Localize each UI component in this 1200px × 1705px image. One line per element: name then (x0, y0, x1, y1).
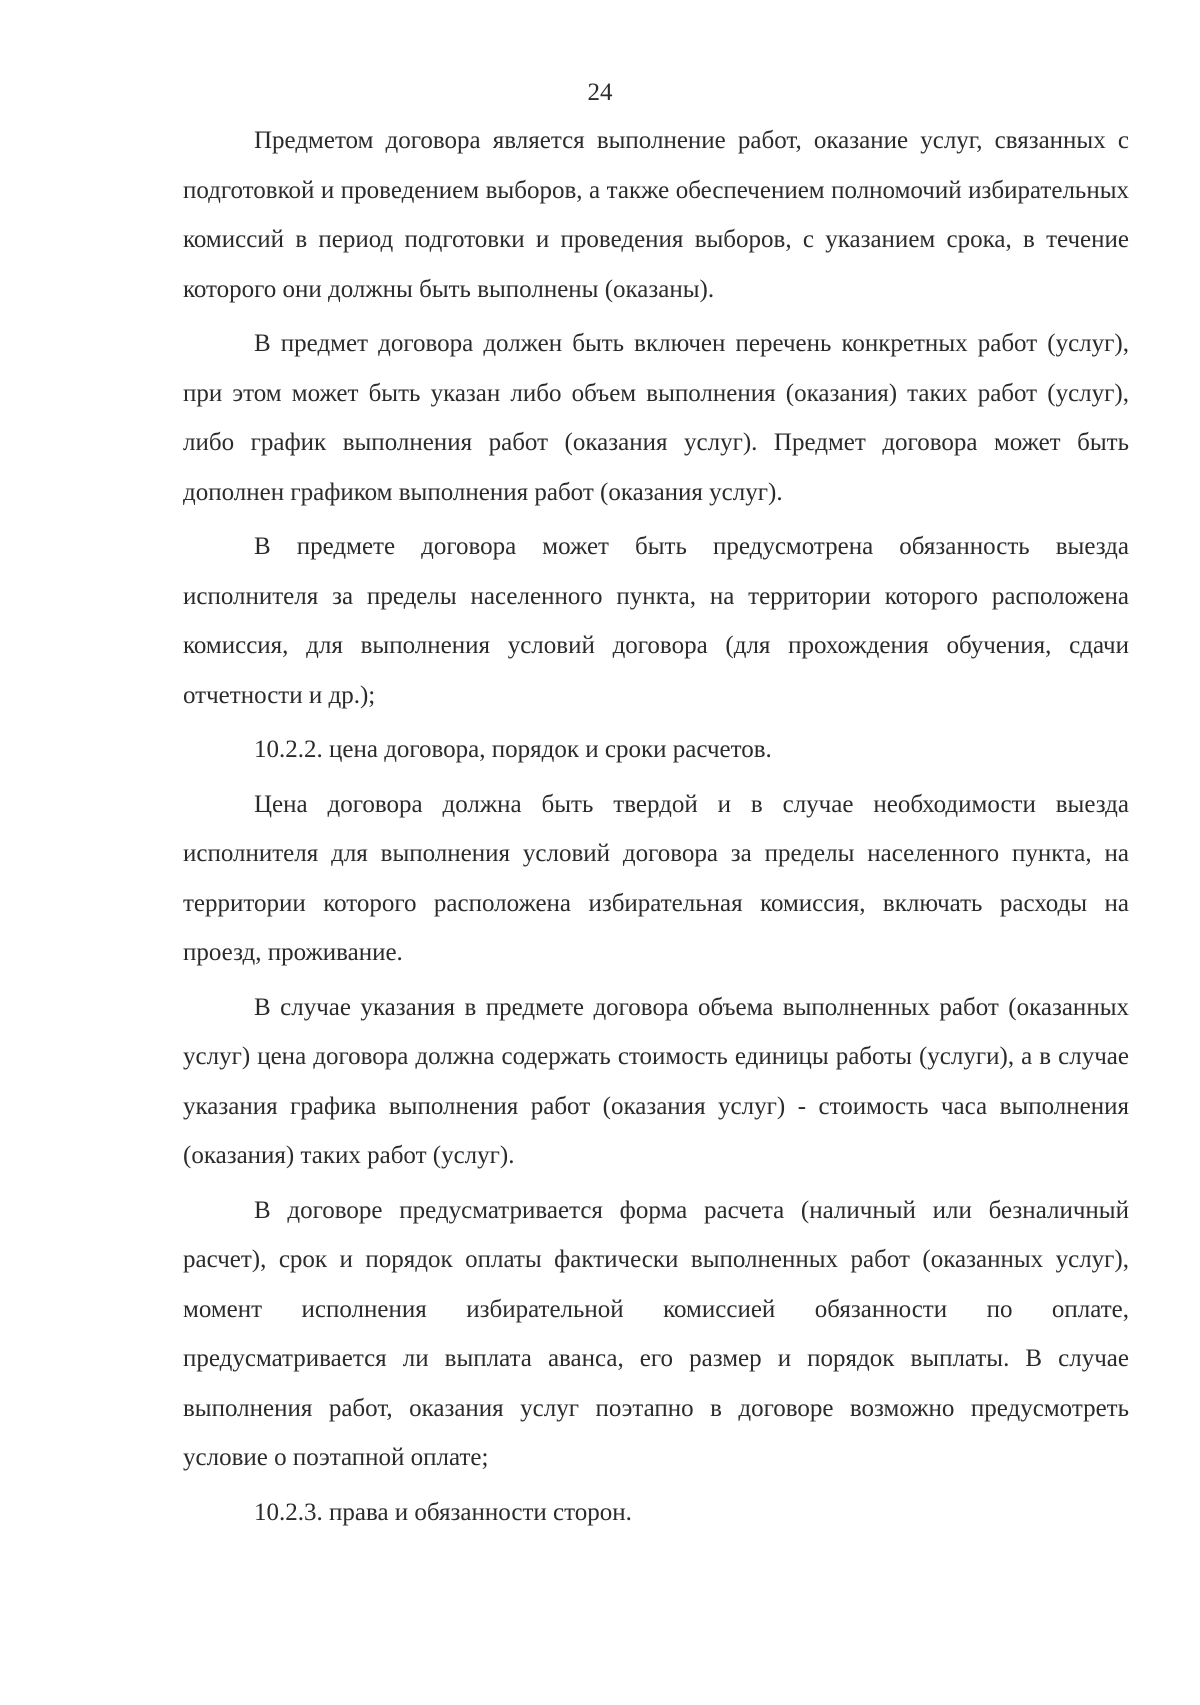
paragraph-list-of-works: В предмет договора должен быть включен перечень конкретных работ (услуг), при этом может быть указан либо объем выполнения (оказания) таких работ (услуг), либо график выполнения работ (оказания услуг). Предмет договора может быть дополнен графиком выполнения работ (оказания услуг). (183, 330, 1129, 506)
paragraph-subject-of-contract: Предметом договора является выполнение работ, оказание услуг, связанных с подготовкой и проведением выборов, а также обеспечением полномочий избирательных комиссий в период подготовки и проведения выборов, с указанием срока, в течение которого они должны быть выполнены (оказаны). (183, 127, 1129, 303)
paragraph-contract-price: Цена договора должна быть твердой и в случае необходимости выезда исполнителя для выполнения условий договора за пределы населенного пункта, на территории которого расположена избирательная комиссия, включать расходы на проезд, проживание. (183, 790, 1129, 966)
clause-10-2-2-heading: 10.2.2. цена договора, порядок и сроки расчетов. (254, 736, 772, 763)
paragraph-unit-cost: В случае указания в предмете договора объема выполненных работ (оказанных услуг) цена договора должна содержать стоимость единицы работы (услуги), а в случае указания графика выполнения работ (оказания услуг) - стоимость часа выполнения (оказания) таких работ (услуг). (183, 993, 1129, 1169)
page-number: 24 (587, 79, 613, 106)
paragraph-travel-obligation: В предмете договора может быть предусмотрена обязанность выезда исполнителя за пределы населенного пункта, на территории которого расположена комиссия, для выполнения условий договора (для прохождения обучения, сдачи отчетности и др.); (183, 533, 1129, 709)
paragraph-payment-terms: В договоре предусматривается форма расчета (наличный или безналичный расчет), срок и порядок оплаты фактически выполненных работ (оказанных услуг), момент исполнения избирательной комиссией обязанности по оплате, предусматривается ли выплата аванса, его размер и порядок выплаты. В случае выполнения работ, оказания услуг поэтапно в договоре возможно предусмотреть условие о поэтапной оплате; (183, 1196, 1129, 1471)
document-body (183, 116, 1129, 1542)
clause-10-2-3-heading: 10.2.3. права и обязанности сторон. (254, 1498, 632, 1526)
